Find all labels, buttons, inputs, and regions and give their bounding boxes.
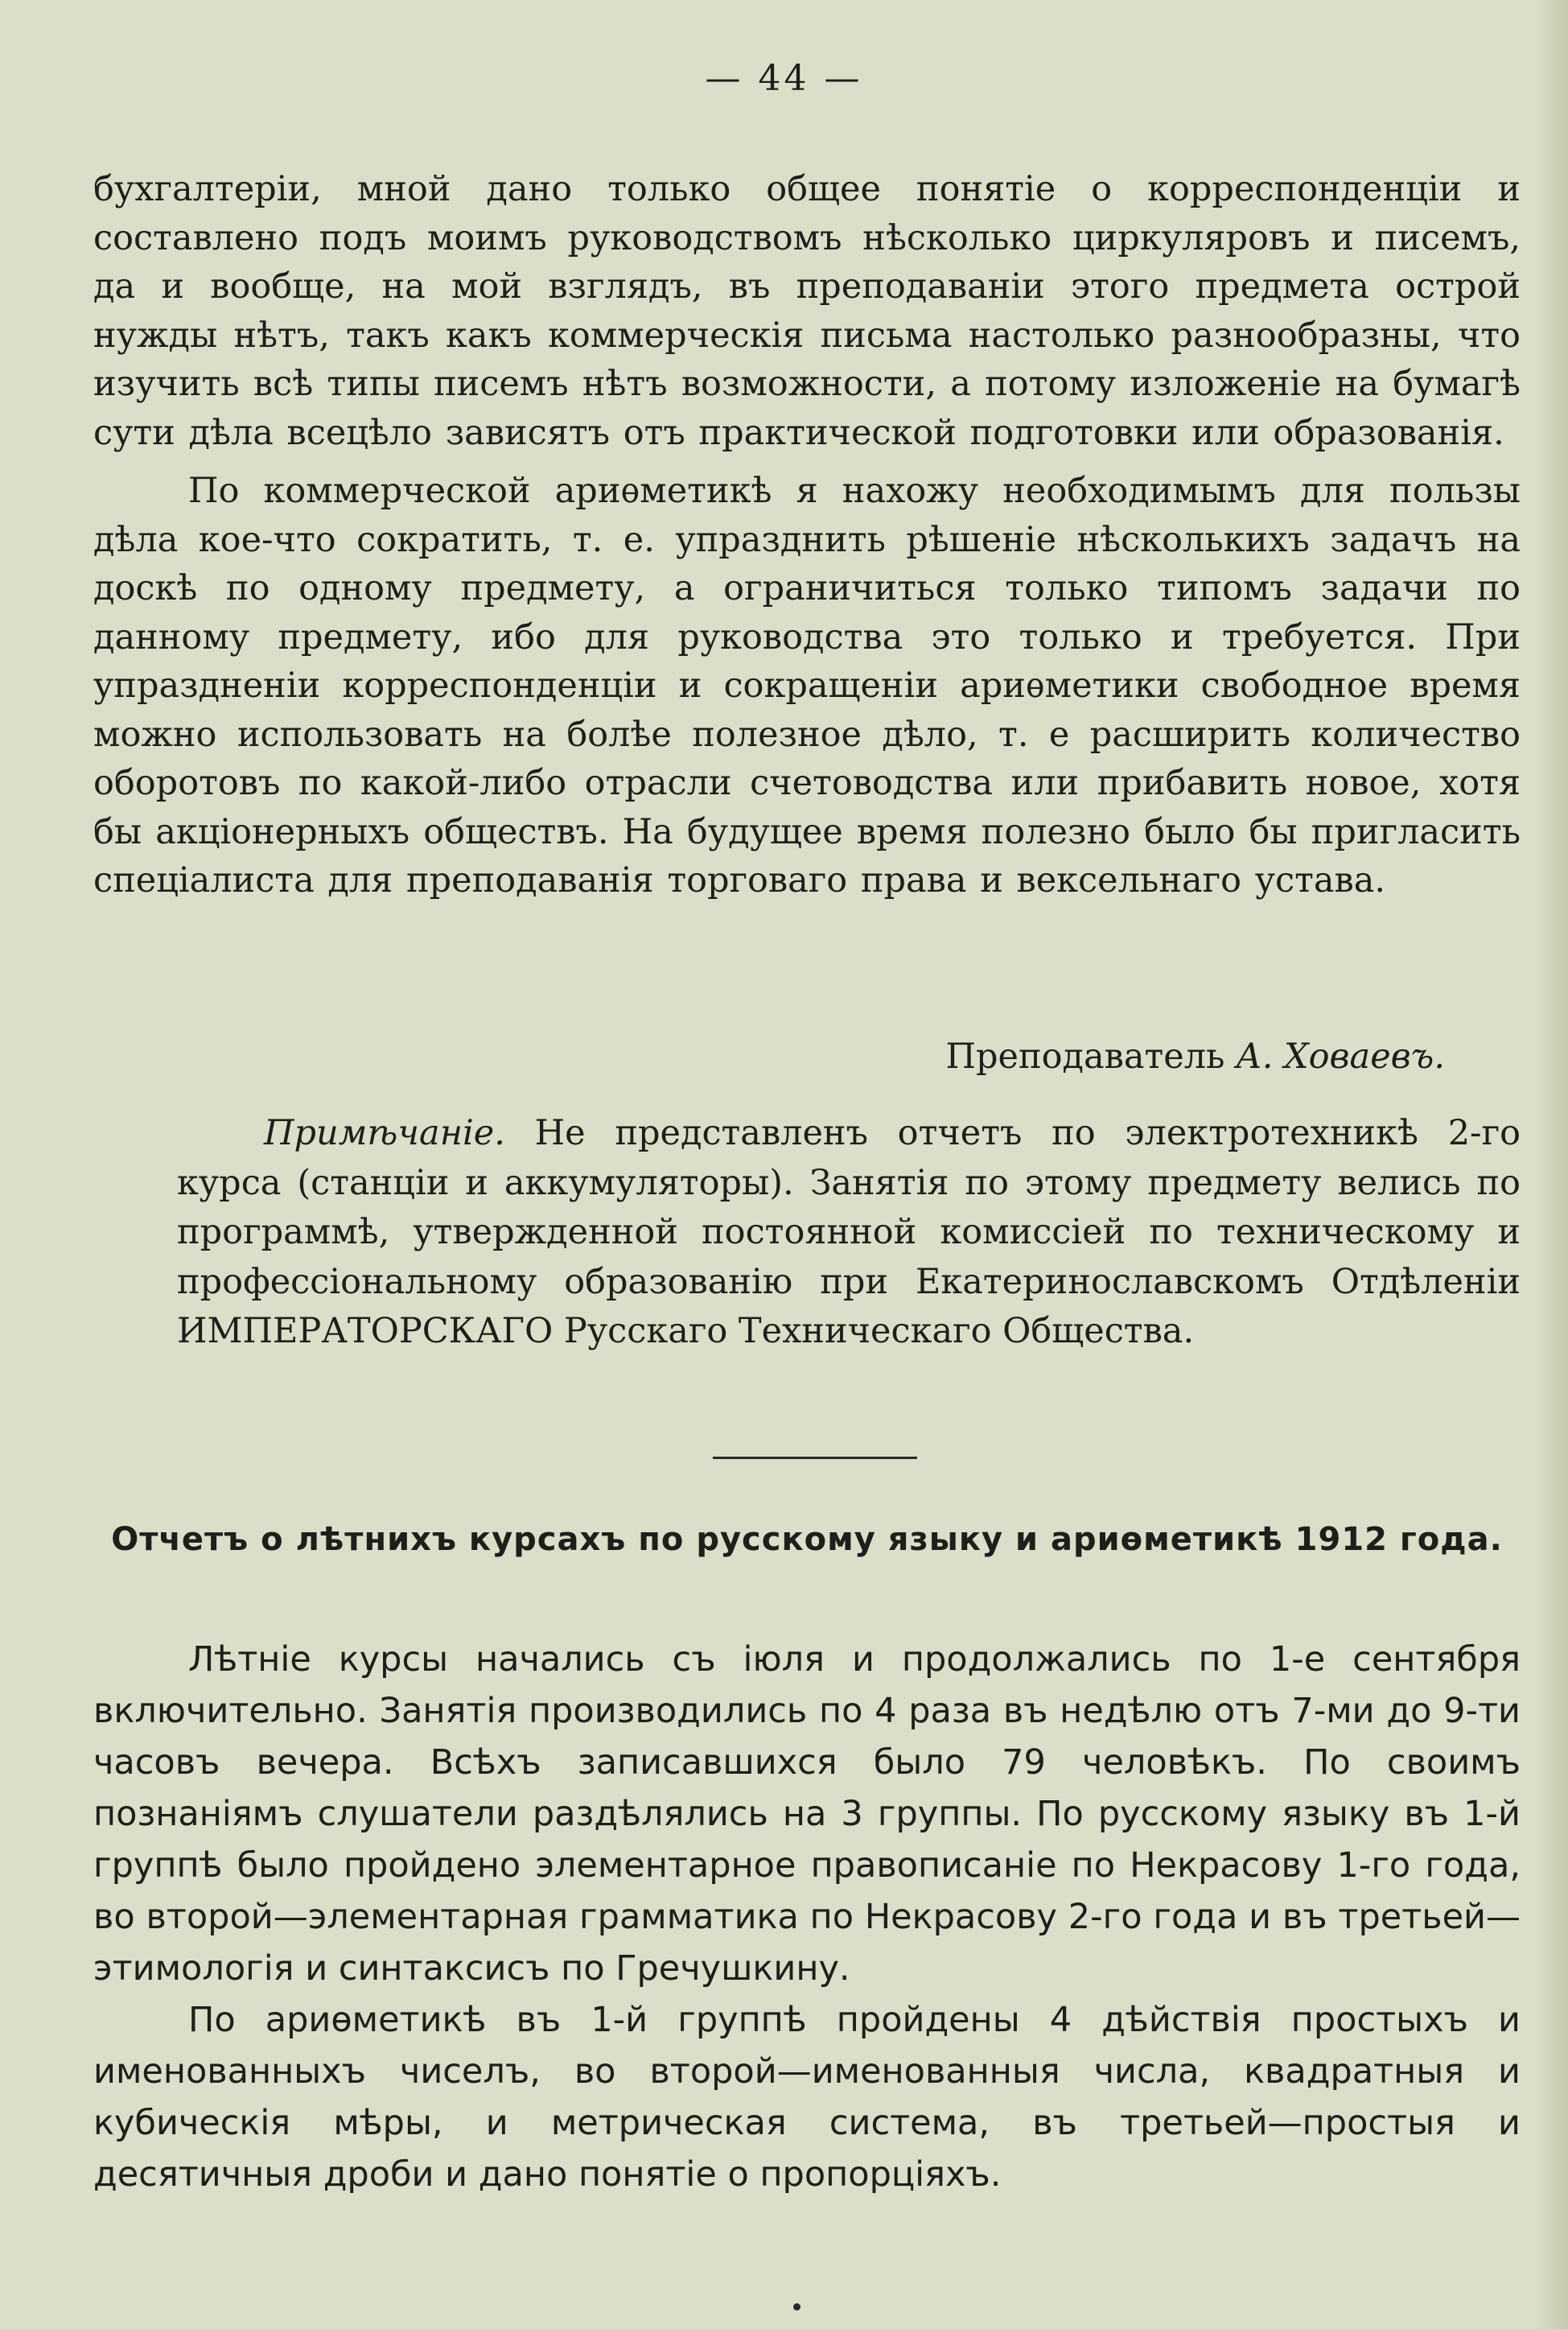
summer-courses-body bbox=[93, 1634, 1521, 2200]
paragraph-bookkeeping: бухгалтеріи, мной дано только общее понятіе о корреспонденціи и составлено подъ моимъ руководствомъ нѣсколько циркуляровъ и писемъ, да и вообще, на мой взглядъ, въ преподаваніи этого предмета острой нужды нѣтъ, такъ какъ коммерческія письма настолько разнообразны, что изучить всѣ типы писемъ нѣтъ возможности, а потому изложеніе на бумагѣ сути дѣла всецѣло зависятъ отъ практической подготовки или образованія. bbox=[93, 169, 1521, 453]
note-block bbox=[177, 1109, 1521, 1357]
note-text: Не представленъ отчетъ по электротехникѣ 2-го курса (станціи и аккумуляторы). Занятія по этому предмету велись по программѣ, утвержденной постоянной комиссіей по техническому и профессіональному образованію при Екатеринославскомъ Отдѣленіи ИМПЕРАТОРСКАГО Русскаго Техническаго Общества. bbox=[177, 1113, 1521, 1351]
signature-role: Преподаватель bbox=[945, 1037, 1225, 1077]
section-heading: Отчетъ о лѣтнихъ курсахъ по русскому языку и ариѳметикѣ 1912 года. bbox=[111, 1521, 1503, 1558]
page-edge-shadow bbox=[1536, 0, 1568, 2329]
note-label: Примѣчаніе. bbox=[264, 1113, 505, 1153]
signature-line bbox=[93, 1037, 1445, 1077]
paragraph-summer-courses: Лѣтніе курсы начались съ іюля и продолжались по 1-е сентября включительно. Занятія производились по 4 раза въ недѣлю отъ 7-ми до 9-ти часовъ вечера. Всѣхъ записавшихся было 79 человѣкъ. По своимъ познаніямъ слушатели раздѣлялись на 3 группы. По русскому языку въ 1-й группѣ было пройдено элементарное правописаніе по Некрасову 1-го года, во второй—элементарная грамматика по Некрасову 2-го года и въ третьей—этимологія и синтаксисъ по Гречушкину. bbox=[93, 1639, 1521, 1989]
ink-dot bbox=[793, 2303, 800, 2310]
paragraph-summer-arithmetic: По ариѳметикѣ въ 1-й группѣ пройдены 4 дѣйствія простыхъ и именованныхъ чиселъ, во второй—именованныя числа, квадратныя и кубическія мѣры, и метрическая система, въ третьей—простыя и десятичныя дроби и дано понятіе о пропорціяхъ. bbox=[93, 2000, 1521, 2195]
section-divider bbox=[713, 1457, 917, 1459]
paragraph-arithmetic: По коммерческой ариѳметикѣ я нахожу необходимымъ для пользы дѣла кое-что сократить, т. е. упразднить рѣшеніе нѣсколькихъ задачъ на доскѣ по одному предмету, а ограничиться только типомъ задачи по данному предмету, ибо для руководства это только и требуется. При упраздненіи корреспонденціи и сокращеніи ариѳметики свободное время можно использовать на болѣе полезное дѣло, т. е расширить количество оборотовъ по какой-либо отрасли счетоводства или прибавить новое, хотя бы акціонерныхъ обществъ. На будущее время полезно было бы пригласить спеціалиста для преподаванія торговаго права и вексельнаго устава. bbox=[93, 471, 1521, 901]
page-number: — 44 — bbox=[705, 58, 863, 99]
report-body bbox=[93, 165, 1521, 905]
signature-name: А. Ховаевъ. bbox=[1236, 1037, 1445, 1077]
